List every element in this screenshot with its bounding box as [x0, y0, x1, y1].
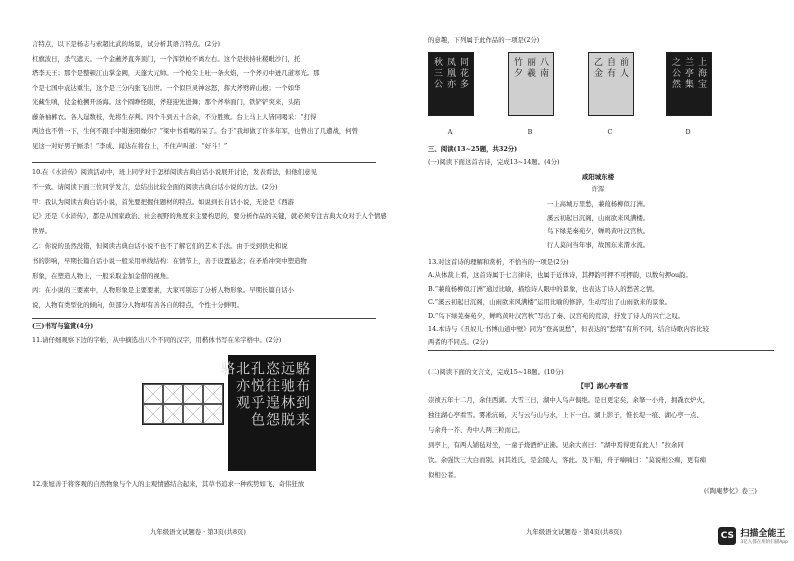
- text-line: 14.本诗与《丑奴儿·书博山道中壁》同为“登高说愁”，但表达的“愁绪”有所不同，结合诗歌内容比较: [428, 325, 709, 333]
- question-11: 11.请仔细观察下边的字帖，从中摘选出八个不同的汉字，用楷体书写在米字格中。(2分): [32, 336, 282, 344]
- part-2-title: (二)阅读下面的文言文，完成15~18题。(10分): [428, 368, 564, 376]
- text-line: 鸟下绿芜秦苑夕，蝉鸣黄叶汉宫秋。: [546, 227, 650, 235]
- text-line: 丙：在小说的三要素中，人物形象是主要要素，大家可别忘了分析人物形象。早期长篇自话小: [32, 286, 295, 295]
- text-line: 溪云初起日沉阁，山雨欲来风满楼。: [546, 213, 650, 222]
- mizi-cell[interactable]: [183, 384, 203, 404]
- text-line: 世界。: [32, 227, 52, 236]
- seal-option-b[interactable]: [508, 52, 554, 116]
- text-line: C.“溪云初起日沉阁，山雨欲来风满楼”运用比喻的修辞，生动写出了山雨欲来的景象。: [428, 298, 672, 306]
- mizi-cell[interactable]: [163, 404, 183, 424]
- seal-text: 兰亭集: [683, 57, 693, 90]
- text-line: 说，人物有类型化的倾向，但部分人物却有善各自的特点，个性十分鲜明。: [32, 301, 243, 310]
- seal-text: 前人: [618, 57, 628, 79]
- page-footer: 九年级语文试题卷 · 第4页(共8页): [526, 528, 622, 536]
- text-line: 见这一对好男子厮杀！”李成、闻达在将台上，不住声叫道：“好斗！”: [32, 141, 228, 150]
- mizi-cell[interactable]: [183, 404, 203, 424]
- text-line: 记》还是《水浒传》，都是从国家政治、社会视野的角度来主要构思的，要分析作品的关键，就必须专注古典大众对于人个情感: [32, 212, 387, 221]
- calligraphy-column: 駱布到来: [294, 361, 310, 429]
- right-page: [408, 0, 794, 561]
- text-line: 10.在《水浒传》阅读活动中，班上同学对于怎样阅读古典白话小说展开讨论，发表看法，但他们意见: [32, 168, 317, 176]
- mizi-cell[interactable]: [143, 404, 163, 424]
- seal-label: A: [447, 128, 453, 136]
- passage-source: (《陶庵梦忆》卷三): [704, 487, 757, 495]
- mizi-cell[interactable]: [203, 404, 223, 424]
- mizi-cell[interactable]: [163, 384, 183, 404]
- divider: [32, 318, 376, 319]
- mizi-cell[interactable]: [203, 384, 223, 404]
- logo-tagline: 3亿人都在用的扫描App: [740, 540, 788, 545]
- text-line: D.“鸟下绿芜秦苑夕，蝉鸣黄叶汉宫秋”写出了秦、汉宫苑的荒凉，抒发了诗人的兴亡之叹。: [428, 311, 685, 320]
- text-line: 乙：你说的虽然没错，但阅读古典白话小说不也不了解它们的艺术手法。由于受到供史和说: [32, 242, 288, 250]
- text-line: 一上高城万里愁，蒹葭杨柳似汀洲。: [546, 200, 650, 208]
- text-line: B.“蒹葭杨柳似汀洲”通过比喻，描绘诗人眼中的景象，也表达了诗人的愁苦之情。: [428, 284, 659, 293]
- text-line: 独往湖心亭看雪。雾凇沆砀，天与云与山与水，上下一白。湖上影子，惟长堤一痕、湖心亭一点、: [428, 411, 703, 419]
- scanner-logo: [718, 526, 788, 545]
- passage-title: 【甲】湖心亭看雪: [577, 382, 629, 390]
- section-title: 三、阅读(13~25题，共32分): [428, 145, 518, 153]
- text-line: 崇祯五年十二月，余住西湖。大雪三日，湖中人鸟声俱绝。是日更定矣，余拏一小舟，拥毳衣炉火，: [428, 396, 710, 404]
- seal-label: B: [527, 128, 533, 136]
- seal-text: 同花多: [458, 57, 468, 90]
- text-line: 不一致。请阅读下面三位同学发言，总结出比较全面的阅读古典白话小说的方法。(2分): [32, 182, 278, 191]
- question-12-continued: 的意趣，下列属于此作品的一项是(2分): [428, 36, 540, 44]
- text-line: 形象，在塑造人物上，一般采取金加金借的视角。: [32, 271, 173, 280]
- text-line: 杠旗波日，杀气遮天。一个金蘸斧直奔顶门，一个浑铁枪不离左右。这个是扶持社稷毗沙门，托: [32, 54, 301, 63]
- seal-label: C: [607, 128, 613, 136]
- text-line: 饮。余强饮三大白而别。问其姓氏，是金陵人，客此。及下船，舟子喃喃曰：“莫说相公痴，更有痴: [428, 456, 707, 464]
- text-line: 行人莫问当年事，故国东来渭水流。: [546, 240, 650, 249]
- seal-text: 上海宝: [696, 57, 706, 90]
- mizi-grid[interactable]: [142, 383, 224, 425]
- text-line: 甲：我认为阅读古典白话小说，首先要把握住题材的特点。如说到长自话小说，无论是《西游: [32, 197, 295, 206]
- seal-option-d[interactable]: [666, 52, 712, 116]
- calligraphy-column: 孔悦乎色: [249, 361, 265, 429]
- left-page: [0, 0, 392, 561]
- camscanner-icon: CS: [718, 527, 736, 545]
- poem-title: 咸阳城东楼: [582, 173, 614, 181]
- seal-text: 丽羲: [525, 57, 535, 79]
- text-line: 藤条袖裤衣。各人逞数枝，先将生存判。四个斗到五十合余，不分胜败。台上马上人皆同喝采：“打得: [32, 112, 317, 121]
- page-footer: 九年级语文试题卷 · 第3页(共8页): [150, 528, 246, 536]
- seal-text: 八南: [538, 57, 548, 79]
- seal-option-c[interactable]: [588, 52, 634, 116]
- section-3-title: (三)书写与鉴赏(4分): [32, 322, 94, 330]
- seal-text: 之公然: [670, 57, 680, 90]
- text-line: 两者的不同点。(2分): [428, 338, 489, 346]
- seal-text: 自有: [605, 57, 615, 79]
- seal-text: 乙金: [592, 57, 602, 79]
- calligraphy-rubbing: [219, 355, 316, 471]
- question-12: 12.张旭善于将客观的自然物象与个人的主观情感结合起来，其草书追求一种疾势如飞、奇伟狂放: [32, 480, 305, 488]
- logo-name: 扫描全能王: [740, 529, 786, 539]
- part-1-title: (一)阅读下面这首古诗，完成13~14题。(4分): [428, 158, 560, 166]
- text-line: 书的影响，早期长篇自话小说一般采用单线结构：在情节上，善于设置悬念；在矛盾冲突中塑造物: [32, 256, 307, 265]
- seal-text: 竹夕: [512, 57, 522, 79]
- seal-text: 凤凰亦: [445, 57, 455, 90]
- seal-option-a[interactable]: [428, 52, 474, 116]
- divider: [32, 162, 376, 163]
- calligraphy-column: 骆: [219, 361, 235, 378]
- calligraphy-column: 北亦观: [234, 361, 250, 412]
- mizi-cell[interactable]: [143, 384, 163, 404]
- text-line: 言特点，以下是杨志与索超比武的场景，试分析其语言特点。(2分): [32, 40, 220, 48]
- calligraphy-column: 远驰林脱: [279, 361, 295, 429]
- question-13: 13.对这首诗的理解和赏析，不恰当的一项是(2分): [428, 258, 569, 266]
- seal-text: 秋三公: [432, 57, 442, 90]
- text-line: 似相公者。: [428, 471, 460, 479]
- answer-line[interactable]: [428, 350, 774, 351]
- poem-author: 许浑: [591, 185, 605, 193]
- text-line: 两边也不曾一下，生何不跟手中钳迷阳燥尔？”梁中书看喝的呆了。台于“我却做了许多年军，也曾出了几遭战，何曾: [32, 127, 359, 135]
- text-line: 与余舟一芥、舟中人两三粒而已。: [428, 426, 524, 434]
- calligraphy-column: 恣往遑怨: [264, 361, 280, 429]
- text-line: 光藏生嗔，仗金枪搠开汤海。这个圆睁怪眼，斧迎迎先进舞；那个斧举面门，铁铲铲突来，头陷: [32, 98, 301, 106]
- text-line: 个是七国中袁达重生，这个是三分内张飞出世。一个似巨灵神忿怒，挥大斧劈碎山根；一个如华: [32, 83, 301, 92]
- text-line: A.从体裁上看，这首诗属于七言律诗，也属于近体诗，其押韵可押不可押韵，以数句押ou韵。: [428, 271, 692, 279]
- seal-label: D: [685, 128, 691, 136]
- text-line: 到亭上，有两人铺毡对坐，一童子烧酒炉正沸。见余大喜曰：“湖中焉得更有此人！”拉余同: [428, 441, 684, 449]
- text-line: 塔李天王；那个是整顿江山掌金阙，天蓬大元帅。一个枪尖上吐一条火焰，一个斧刃中迸几道寒光。那: [32, 69, 320, 77]
